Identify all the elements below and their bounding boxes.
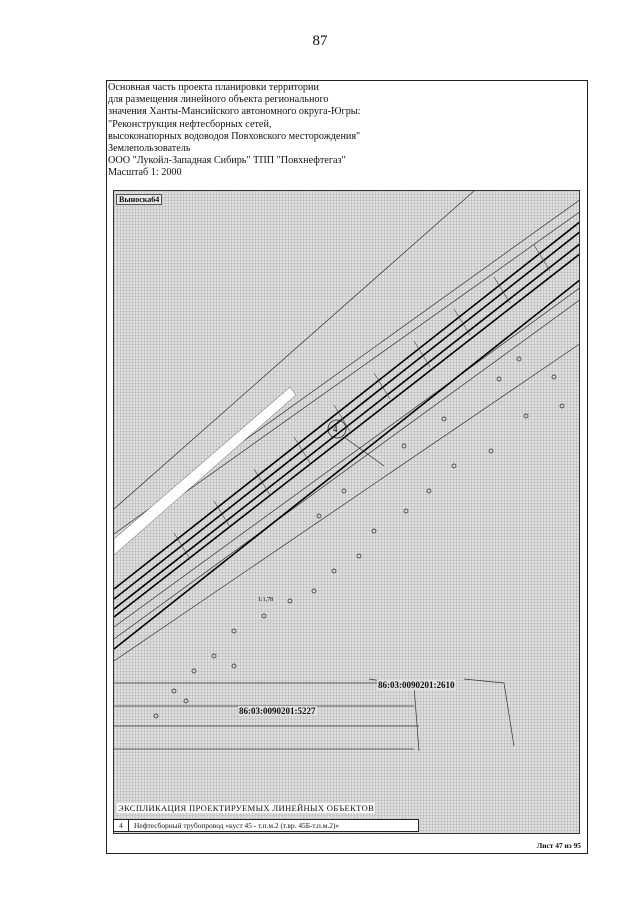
land-user-name: ООО "Лукойл-Западная Сибирь" ТПП "Повхнефтегаз" — [108, 155, 346, 167]
explication-title: ЭКСПЛИКАЦИЯ ПРОЕКТИРУЕМЫХ ЛИНЕЙНЫХ ОБЪЕКТОВ — [118, 803, 375, 813]
title-line-2: для размещения линейного объекта регионального — [108, 94, 329, 106]
drawing-sheet — [106, 80, 588, 854]
callout-label: Выноска64 — [116, 194, 162, 205]
cadastral-number-b: 86:03:0090201:5227 — [239, 706, 316, 716]
explication-row-description: Нефтесборный трубопровод «куст 45 - т.п.м.2 (т.вр. 45Б-т.п.м.2)» — [134, 821, 340, 830]
title-line-1: Основная часть проекта планировки территории — [108, 82, 319, 93]
title-line-5: высоконапорных водоводов Повховского месторождения" — [108, 130, 361, 142]
sheet-number: Лист 47 из 95 — [536, 841, 581, 850]
small-map-label: 1:1,78 — [258, 597, 274, 603]
map-drawing — [113, 190, 580, 834]
title-line-3: значения Ханты-Мансийского автономного округа-Югры: — [108, 106, 361, 118]
cadastral-number-a: 86:03:0090201:2610 — [378, 680, 455, 690]
scale-label: Масштаб 1: 2000 — [108, 167, 182, 179]
title-line-4: "Реконструкция нефтесборных сетей, — [108, 118, 272, 130]
map-graphics — [114, 191, 580, 834]
explication-row — [113, 819, 419, 832]
land-user-label: Землепользователь — [108, 143, 191, 155]
marker-number: 4 — [333, 424, 338, 434]
title-block — [108, 82, 586, 180]
page-number: 87 — [312, 33, 328, 49]
explication-row-number: 4 — [114, 820, 129, 831]
